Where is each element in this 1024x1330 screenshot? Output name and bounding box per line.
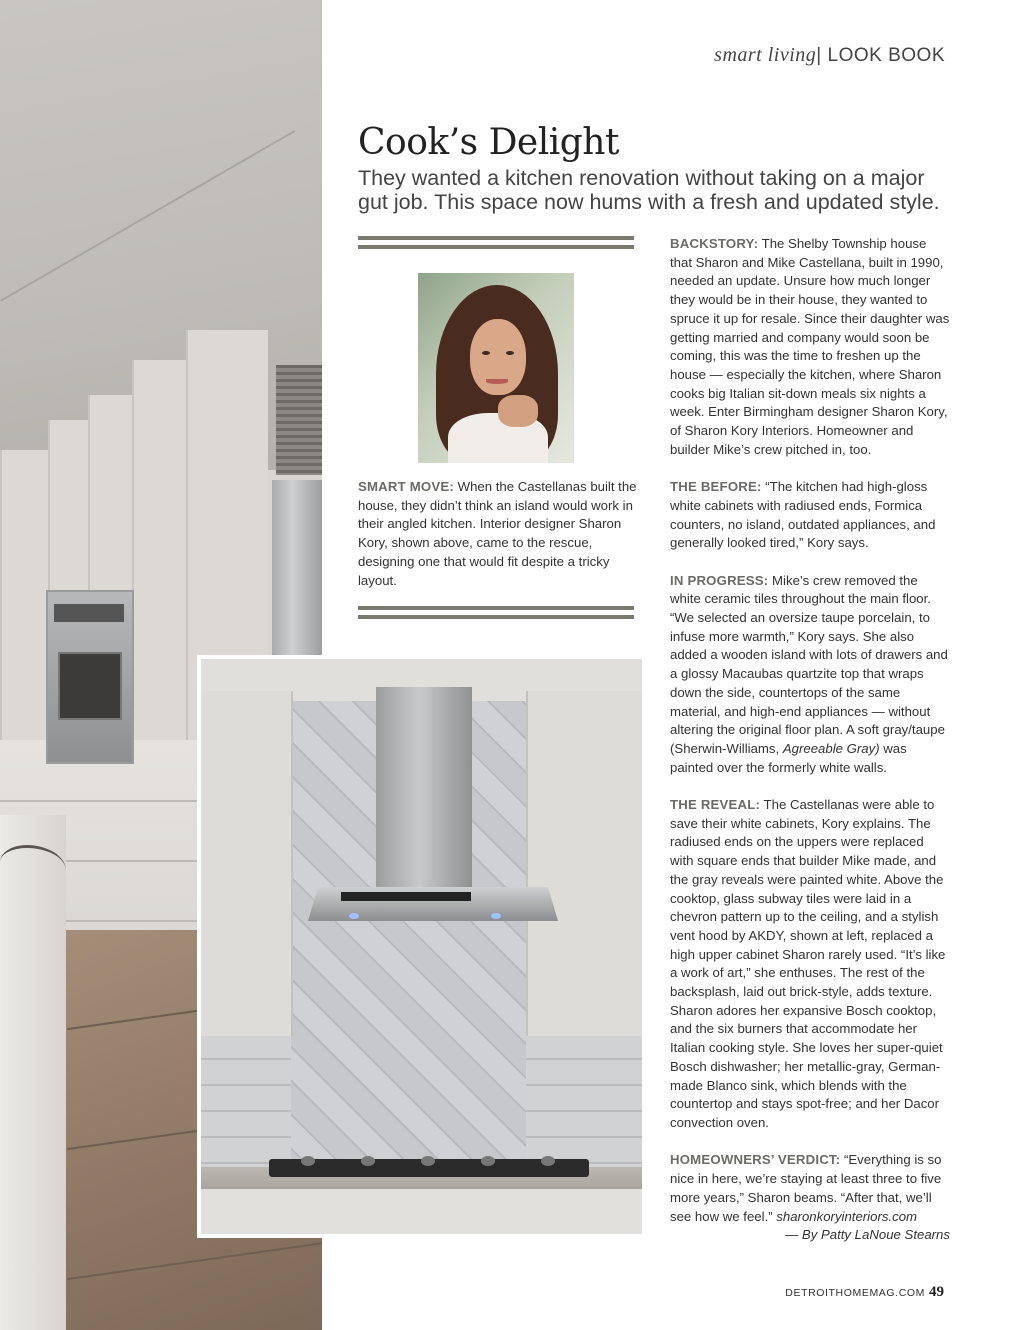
right-upper-cabinet [526, 691, 642, 1036]
footer-site: DETROITHOMEMAG.COM [785, 1287, 925, 1299]
verdict-lead: HOMEOWNERS’ VERDICT: [670, 1152, 841, 1168]
upper-cabinet [48, 420, 90, 600]
section-label-italic: smart living [714, 44, 817, 66]
hood-light [349, 913, 359, 919]
oven-window [58, 652, 122, 720]
verdict-text: “Everything is so nice in here, we’re staying at least three to five more years,” Sharon beams. “After that, we’ll see how we feel.” [670, 1152, 942, 1224]
verdict-paragraph [670, 1151, 950, 1245]
divider-rule [358, 245, 634, 249]
reveal-paragraph [670, 796, 950, 1133]
burner-knob [481, 1156, 495, 1166]
smart-move-caption [358, 478, 638, 590]
progress-text: Mike’s crew removed the white ceramic tiles throughout the main floor. “We selected an oversize taupe porcelain, to infuse more warmth,” Kory says. She also added a wooden island with lots of drawers and a glossy Macaubas quartzite top that wraps down the side, countertops of the same material, and high-end appliances — without altering the original floor plan. A soft gray/taupe (Sherwin-Williams, [670, 572, 948, 756]
progress-text-end: was painted over the formerly white walls. [670, 740, 907, 775]
page-number: 49 [929, 1284, 944, 1300]
divider-rule [358, 606, 634, 610]
section-label-caps: | LOOK BOOK [816, 45, 945, 66]
section-label [714, 44, 945, 67]
caption-text: When the Castellanas built the house, they didn’t think an island would work in their angled kitchen. Interior designer Sharon Kory, shown above, came to the rescue, designing one that would fit despite a tricky layout. [358, 479, 637, 588]
upper-cabinet [88, 395, 134, 595]
backstory-paragraph [670, 235, 950, 459]
designer-website: sharonkoryinteriors.com [776, 1208, 918, 1224]
tall-cabinet [132, 360, 188, 780]
divider-rule [358, 236, 634, 240]
portrait-eye [506, 351, 514, 355]
page-footer [785, 1283, 944, 1301]
before-paragraph [670, 478, 950, 553]
caption-lead: SMART MOVE: [358, 479, 454, 494]
reveal-text: The Castellanas were able to save their white cabinets, Kory explains. The radiused ends on the uppers were replaced with square ends that builder Mike made, and the gray reveals were painted white. Above the cooktop, glass subway tiles were laid in a chevron pattern up to the ceiling, and a stylish vent hood by AKDY, shown at left, replaced a high upper cabinet Sharon rarely used. “It’s like a work of art,” she enthuses. The rest of the backsplash, laid out brick-style, adds texture. Sharon adores her expansive Bosch cooktop, and the six burners that accommodate her Italian cooking style. She loves her super-quiet Bosch dishwasher; her metallic-gray, German-made Blanco sink, which blends with the countertop and stays spot-free; and her Dacor convection oven. [670, 797, 946, 1130]
backstory-lead: BACKSTORY: [670, 236, 759, 251]
portrait-hand [498, 395, 538, 427]
backstory-text: The Shelby Township house that Sharon and Mike Castellana, built in 1990, needed an update. Unsure how much longer they would be in their house, they wanted to spruce it up for resale. Since their daughter was getting married and company would soon be coming, this was the time to freshen up the house — especially the kitchen, where Sharon cooks big Italian sit-down meals six nights a week. Enter Birmingham designer Sharon Kory, of Sharon Kory Interiors. Homeowner and builder Mike’s crew pitched in, too. [670, 236, 950, 457]
designer-portrait [418, 273, 574, 463]
progress-lead: IN PROGRESS: [670, 572, 769, 588]
reveal-lead: THE REVEAL: [670, 797, 761, 813]
burner-knob [421, 1156, 435, 1166]
progress-paragraph [670, 572, 950, 778]
burner-knob [541, 1156, 555, 1166]
tile-grout [67, 1242, 322, 1280]
hood-control-display [341, 892, 471, 901]
burner-knob [301, 1156, 315, 1166]
vent-grille [276, 365, 322, 475]
upper-cabinet [0, 450, 50, 750]
before-text: “The kitchen had high-gloss white cabinets with radiused ends, Formica counters, no island, outdated appliances, and generally looked tired,” Kory says. [670, 479, 936, 551]
divider-rule [358, 615, 634, 619]
before-lead: THE BEFORE: [670, 479, 762, 495]
wall-oven [46, 590, 134, 764]
kitchen-island [0, 815, 66, 1330]
article-title: Cook’s Delight [358, 122, 619, 163]
hood-light [491, 913, 501, 919]
paint-name: Agreeable Gray) [782, 740, 880, 756]
drawer-line [0, 800, 200, 802]
vent-hood-photo [197, 655, 646, 1238]
burner-knob [361, 1156, 375, 1166]
lower-cabinet [201, 1189, 642, 1234]
portrait-eye [482, 351, 490, 355]
vent-hood-scene [201, 659, 642, 1234]
hood-chimney [376, 687, 472, 887]
left-upper-cabinet [201, 691, 293, 1036]
article-deck: They wanted a kitchen renovation without taking on a major gut job. This space now hums with a fresh and updated style. [358, 166, 940, 214]
article-body [670, 235, 950, 1264]
oven-control-panel [54, 604, 124, 622]
portrait-smile [486, 379, 508, 384]
byline: — By Patty LaNoue Stearns [785, 1227, 950, 1243]
